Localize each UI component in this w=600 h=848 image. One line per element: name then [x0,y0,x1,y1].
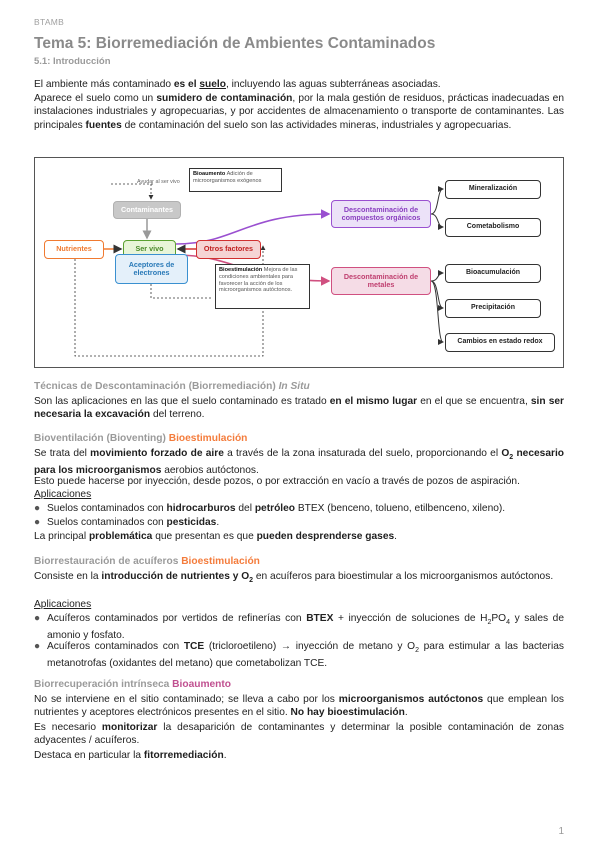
bioaumento-note: Bioaumento Adición de microorganismos exógenos [189,168,282,192]
intro-paragraph-2: Aparece el suelo como un sumidero de contaminación, por la mala gestión de residuos, prácticas inadecuadas en instalaciones industriales y agropecuarias, y por accidentes de almacenamiento o transporte de contaminantes. Las principales fuentes de contaminación del suelo son las actividades mineras, industriales y agropecuarias. [34,93,564,131]
page-number: 1 [558,826,564,837]
node-nutrientes: Nutrientes [44,240,104,259]
page-title: Tema 5: Biorremediación de Ambientes Contaminados [34,35,436,52]
node-cometabolismo: Cometabolismo [445,218,541,237]
node-precipitacion: Precipitación [445,299,541,318]
bioacuiferos-bullet-2: ● Acuíferos contaminados con TCE (tricloroetileno) → inyección de metano y $O_2$ para estimular a las bacterias metanotrofas (oxidantes del metano) que cometabolizan TCE. [34,641,564,670]
node-descontaminacion-organicos: Descontaminación de compuestos orgánicos [331,200,431,228]
bioacuiferos-apps-label: Aplicaciones [34,599,92,610]
bioventilacion-p1: Se trata del movimiento forzado de aire a través de la zona insaturada del suelo, proporcionando el $O_2$ necesario para los microorganismos aerobios autóctonos. [34,448,565,477]
bioacuiferos-heading: Biorrestauración de acuíferos Bioestimulación [34,556,260,567]
bioventilacion-bullet-2: ● Suelos contaminados con pesticidas. [34,517,220,528]
bioestimulacion-note: Bioestimulación Mejora de las condiciones ambientales para favorecer la acción de los microorganismos autóctonos. [215,264,310,309]
bioventilacion-apps-label: Aplicaciones [34,489,92,500]
biorecuperacion-heading: Biorrecuperación intrínseca Bioaumento [34,679,232,690]
bioventilacion-bullet-1: ● Suelos contaminados con hidrocarburos del petróleo BTEX (benceno, tolueno, etilbenceno, xileno). [34,503,506,514]
node-aceptores-electrones: Aceptores de electrones [115,254,188,284]
ayudar-label: Ayudar al ser vivo [137,179,180,185]
node-ser-vivo: Ser vivo [123,240,176,259]
biorecuperacion-p3: Destaca en particular la fitorremediación. [34,750,227,761]
biorecuperacion-p2: Es necesario monitorizar la desaparición de contaminantes y determinar la posible contaminación de zonas adyacentes / acuíferos. [34,722,564,747]
bioacuiferos-bullet-1: ● Acuíferos contaminados por vertidos de refinerías con BTEX + inyección de soluciones de $H_2PO_4$ y sales de amonio y fosfato. [34,613,565,642]
insitu-paragraph: Son las aplicaciones en las que el suelo contaminado es tratado en el mismo lugar en el que se encuentra, sin ser necesaria la excavación del terreno. [34,396,564,421]
bioventilacion-p3: La principal problemática que presentan es que pueden desprenderse gases. [34,531,398,542]
intro-line-1: El ambiente más contaminado es el suelo, incluyendo las aguas subterráneas asociadas. [34,79,441,90]
node-bioacumulacion: Bioacumulación [445,264,541,283]
bioventilacion-p2: Esto puede hacerse por inyección, desde pozos, o por extracción en vacío a través de pozos de aspiración. [34,476,520,487]
node-cambios-redox: Cambios en estado redox [445,333,555,352]
node-mineralizacion: Mineralización [445,180,541,199]
section-subtitle: 5.1: Introducción [34,56,111,67]
header-brand: BTAMB [34,17,65,27]
biorecuperacion-p1: No se interviene en el sitio contaminado; se lleva a cabo por los microorganismos autóctonos que emplean los nutrientes y aceptores electrónicos presentes en el sitio. No hay bioestimulación. [34,694,564,719]
bioventilacion-heading: Bioventilación (Bioventing) Bioestimulación [34,433,248,444]
node-descontaminacion-metales: Descontaminación de metales [331,267,431,295]
node-otros-factores: Otros factores [196,240,261,259]
insitu-heading: Técnicas de Descontaminación (Biorremediación) In Situ [34,381,310,392]
node-contaminantes: Contaminantes [113,201,181,219]
biorremediacion-diagram [34,157,564,368]
bioacuiferos-p1: Consiste en la introducción de nutrientes y $O_2$ en acuíferos para bioestimular a los microorganismos autóctonos. [34,571,554,585]
